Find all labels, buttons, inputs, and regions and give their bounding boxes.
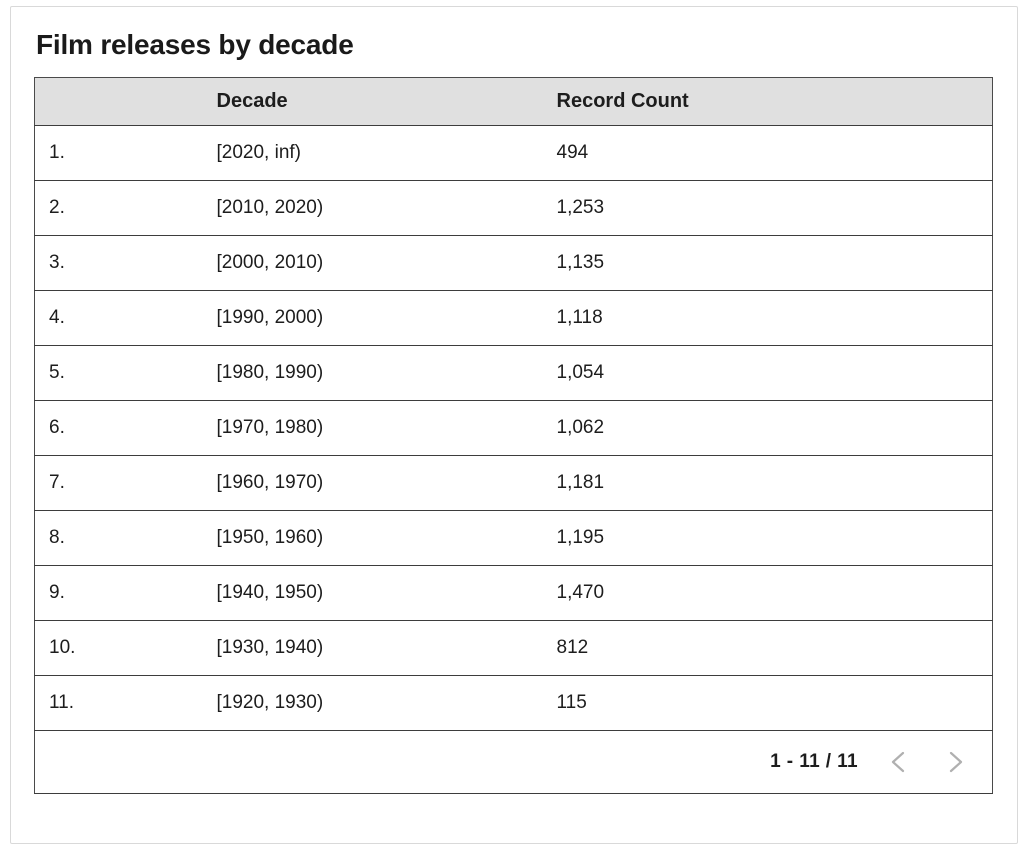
row-decade: [1970, 1980): [203, 401, 543, 456]
row-record-count: 1,054: [543, 346, 993, 401]
row-index: 9.: [35, 566, 203, 621]
table-row: [35, 511, 993, 566]
row-index: 3.: [35, 236, 203, 291]
column-header-index[interactable]: [35, 78, 203, 126]
previous-page-button[interactable]: [884, 747, 914, 777]
table-row: [35, 181, 993, 236]
row-decade: [1920, 1930): [203, 676, 543, 731]
row-index: 4.: [35, 291, 203, 346]
pagination-bar: [49, 731, 992, 793]
results-table: [34, 77, 993, 794]
row-decade: [1980, 1990): [203, 346, 543, 401]
table-row: [35, 566, 993, 621]
row-record-count: 812: [543, 621, 993, 676]
table-footer: [35, 731, 993, 794]
chart-card: [10, 6, 1018, 844]
table-row: [35, 126, 993, 181]
row-decade: [1960, 1970): [203, 456, 543, 511]
row-index: 10.: [35, 621, 203, 676]
row-record-count: 1,470: [543, 566, 993, 621]
column-header-record-count[interactable]: Record Count: [543, 78, 993, 126]
table-row: [35, 291, 993, 346]
row-index: 6.: [35, 401, 203, 456]
table-body: [35, 126, 993, 731]
row-decade: [1940, 1950): [203, 566, 543, 621]
row-index: 1.: [35, 126, 203, 181]
row-index: 7.: [35, 456, 203, 511]
row-decade: [1990, 2000): [203, 291, 543, 346]
table-header: [35, 78, 993, 126]
row-record-count: 1,118: [543, 291, 993, 346]
next-page-button[interactable]: [940, 747, 970, 777]
row-decade: [2000, 2010): [203, 236, 543, 291]
row-index: 2.: [35, 181, 203, 236]
row-decade: [2020, inf): [203, 126, 543, 181]
chevron-right-icon: [944, 749, 966, 775]
row-record-count: 494: [543, 126, 993, 181]
table-header-row: [35, 78, 993, 126]
row-decade: [1930, 1940): [203, 621, 543, 676]
column-header-decade[interactable]: Decade: [203, 78, 543, 126]
table-row: [35, 456, 993, 511]
table-row: [35, 401, 993, 456]
row-record-count: 1,181: [543, 456, 993, 511]
row-decade: [2010, 2020): [203, 181, 543, 236]
row-index: 11.: [35, 676, 203, 731]
row-index: 8.: [35, 511, 203, 566]
page-title: Film releases by decade: [36, 29, 354, 60]
row-record-count: 1,062: [543, 401, 993, 456]
row-record-count: 115: [543, 676, 993, 731]
table-row: [35, 236, 993, 291]
row-record-count: 1,195: [543, 511, 993, 566]
table-row: [35, 621, 993, 676]
row-record-count: 1,135: [543, 236, 993, 291]
row-index: 5.: [35, 346, 203, 401]
table-row: [35, 346, 993, 401]
row-record-count: 1,253: [543, 181, 993, 236]
table-row: [35, 676, 993, 731]
chevron-left-icon: [888, 749, 910, 775]
pagination-range-label: 1 - 11 / 11: [770, 751, 858, 772]
row-decade: [1950, 1960): [203, 511, 543, 566]
